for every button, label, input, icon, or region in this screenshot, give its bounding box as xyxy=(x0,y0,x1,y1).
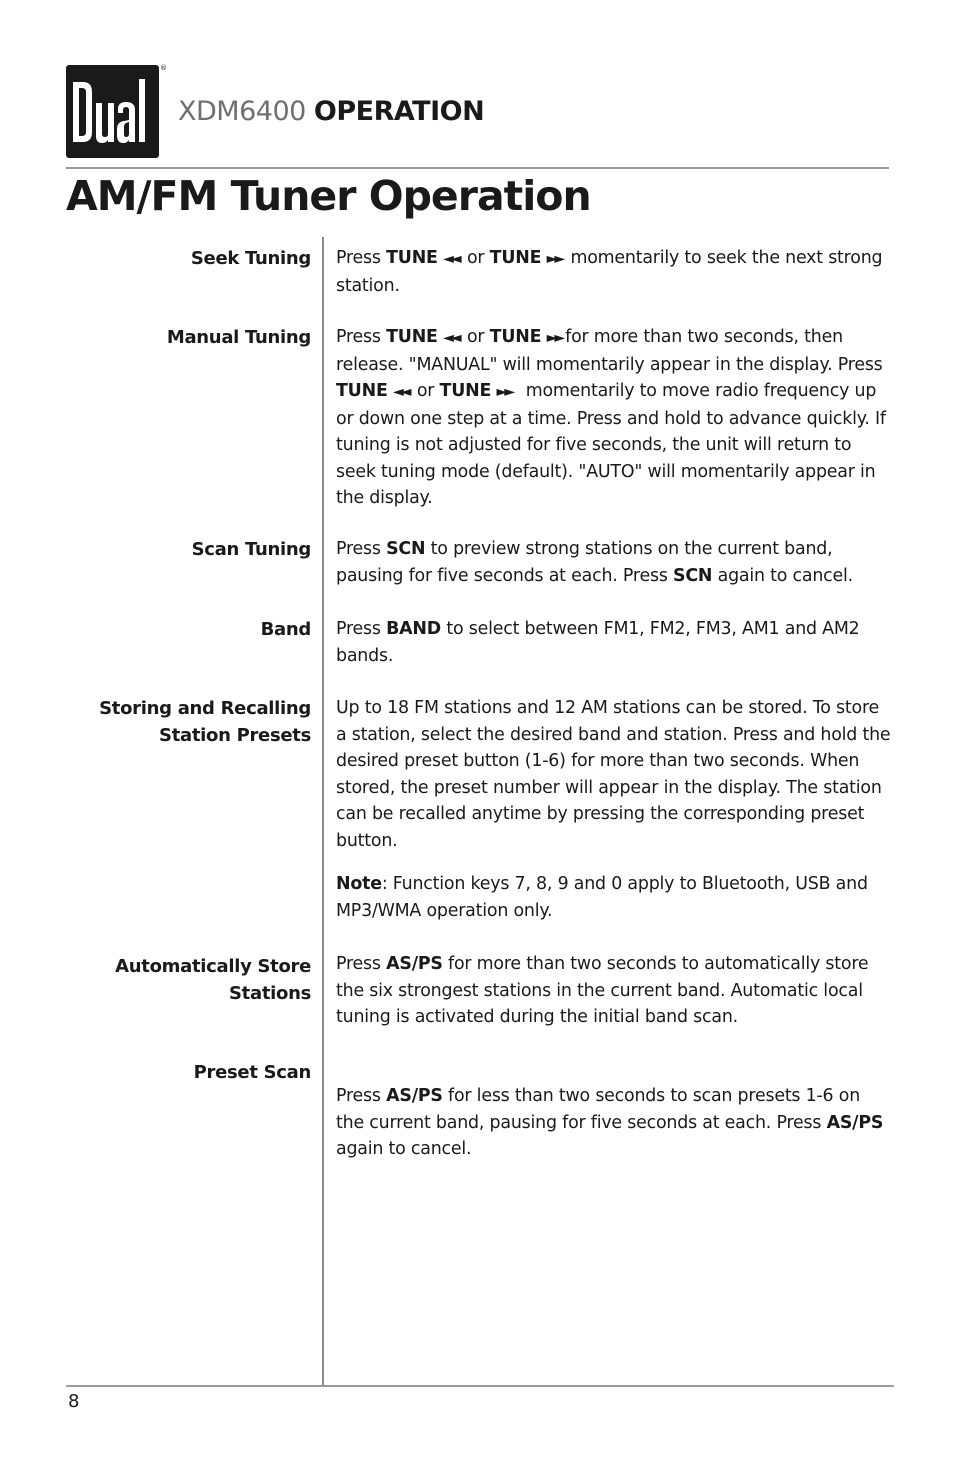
text-note: Note: Function keys 7, 8, 9 and 0 apply to Bluetooth, USB and MP3/WMA operation only. xyxy=(336,874,868,921)
header-section: OPERATION xyxy=(313,96,485,127)
dual-logo xyxy=(66,65,159,158)
label-scan-tuning: Scan Tuning xyxy=(191,539,311,560)
header-divider xyxy=(66,167,889,169)
text-seek-tuning: Press TUNE ◄◄ or TUNE ►► momentarily to seek the next strong station. xyxy=(336,248,883,296)
text-manual-tuning: Press TUNE ◄◄ or TUNE ►► for more than two seconds, then release. "MANUAL" will momentarily appear in the display. Press TUNE ◄◄ or TUNE ►► momentarily to move radio frequency up or down one step at a time. Press and hold to advance quickly. If tuning is not adjusted for five seconds, the unit will return to seek tuning mode (default). "AUTO" will momentarily appear in the display. xyxy=(336,327,886,508)
label-storing-presets: Storing and Recalling Station Presets xyxy=(99,698,311,746)
text-band: Press BAND to select between FM1, FM2, FM3, AM1 and AM2 bands. xyxy=(336,619,860,666)
label-band: Band xyxy=(260,619,311,640)
label-manual-tuning: Manual Tuning xyxy=(166,327,311,348)
text-scan-tuning: Press SCN to preview strong stations on the current band, pausing for five seconds at each. Press SCN again to cancel. xyxy=(336,539,853,586)
label-seek-tuning: Seek Tuning xyxy=(190,248,311,269)
text-preset-scan: Press AS/PS for less than two seconds to scan presets 1-6 on the current band, pausing for five seconds at each. Press AS/PS again to cancel. xyxy=(336,1086,884,1159)
text-storing-presets: Up to 18 FM stations and 12 AM stations can be stored. To store a station, select the desired band and station. Press and hold the desired preset button (1-6) for more than two seconds. When stored, the preset number will appear in the display. The station can be recalled anytime by pressing the corresponding preset button. xyxy=(336,698,891,851)
text-auto-store: Press AS/PS for more than two seconds to automatically store the six strongest stations in the current band. Automatic local tuning is activated during the initial band scan. xyxy=(336,954,869,1027)
footer-divider xyxy=(66,1385,894,1387)
page-number: 8 xyxy=(68,1391,80,1412)
label-preset-scan: Preset Scan xyxy=(193,1062,311,1083)
column-divider xyxy=(322,237,324,1386)
registered-mark-icon: ® xyxy=(160,64,167,72)
label-auto-store: Automatically Store Stations xyxy=(115,956,311,1004)
header-title xyxy=(178,96,484,127)
header-model: XDM6400 xyxy=(178,96,306,127)
page-title: AM/FM Tuner Operation xyxy=(66,172,591,220)
